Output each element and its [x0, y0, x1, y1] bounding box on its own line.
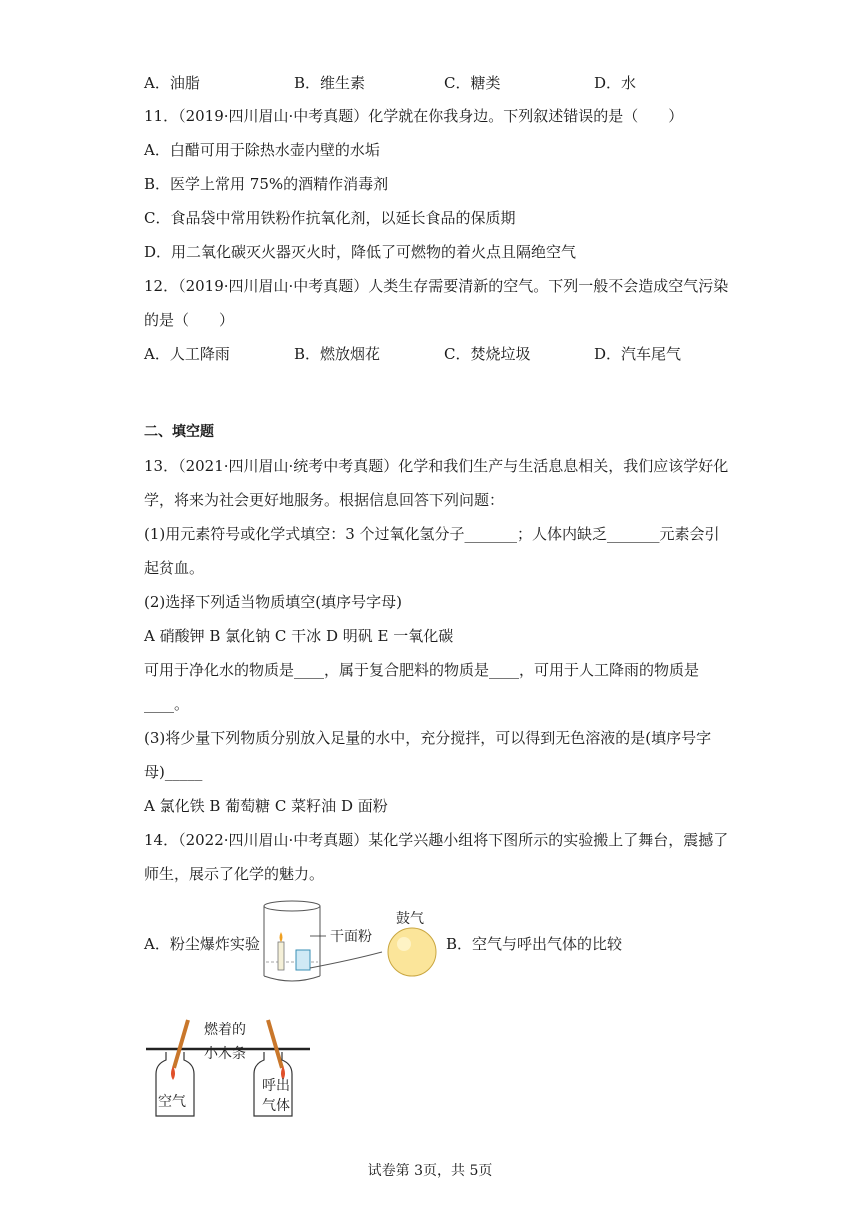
blower-bulb — [388, 928, 436, 976]
q14-stem-line2: 师生，展示了化学的魅力。 — [144, 865, 325, 883]
q13-line-3: (1)用元素符号或化学式填空：3 个过氧化氢分子_______；人体内缺乏_______元素会引 — [144, 525, 720, 543]
q13-line-1: 13．（2021·四川眉山·统考中考真题）化学和我们生产与生活息息相关，我们应该学好化 — [144, 457, 729, 475]
q12-option-b: B．燃放烟花 — [294, 345, 381, 363]
q13-line-11: A 氯化铁 B 葡萄糖 C 菜籽油 D 面粉 — [144, 797, 388, 815]
q10-option-a: A．油脂 — [144, 74, 200, 92]
label-blow: 鼓气 — [396, 911, 424, 927]
q11-option-d: D．用二氧化碳灭火器灭火时，降低了可燃物的着火点且隔绝空气 — [144, 243, 577, 261]
q10-option-b: B．维生素 — [294, 74, 366, 92]
label-exhaled-1: 呼出 — [262, 1078, 290, 1094]
q11-option-a: A．白醋可用于除热水壶内壁的水垢 — [144, 141, 380, 159]
page-footer: 试卷第 3页，共 5页 — [367, 1163, 493, 1179]
label-exhaled-2: 气体 — [262, 1098, 290, 1114]
label-flour: 干面粉 — [330, 929, 372, 945]
q13-line-9: (3)将少量下列物质分别放入足量的水中，充分搅拌，可以得到无色溶液的是(填序号字 — [144, 729, 712, 747]
label-air: 空气 — [158, 1094, 186, 1110]
q13-line-5: (2)选择下列适当物质填空(填序号字母) — [144, 593, 402, 611]
q12-option-d: D．汽车尾气 — [594, 345, 682, 363]
q11-stem: 11．（2019·四川眉山·中考真题）化学就在你我身边。下列叙述错误的是（ ） — [144, 107, 684, 125]
flour-cup — [296, 950, 310, 970]
dust-explosion-figure — [262, 898, 440, 990]
q13-line-6: A 硝酸钾 B 氯化钠 C 干冰 D 明矾 E 一氧化碳 — [144, 627, 454, 645]
q12-option-a: A．人工降雨 — [144, 345, 230, 363]
q10-option-c: C．糖类 — [444, 74, 501, 92]
q14-option-a: A．粉尘爆炸实验 — [144, 935, 260, 953]
cylinder-top — [264, 901, 320, 911]
q13-line-4: 起贫血。 — [144, 559, 205, 577]
label-stick: 小木条 — [204, 1046, 246, 1062]
label-burning: 燃着的 — [204, 1022, 246, 1038]
q11-option-c: C．食品袋中常用铁粉作抗氧化剂，以延长食品的保质期 — [144, 209, 516, 227]
q13-line-8: ____。 — [144, 695, 190, 713]
q12-option-c: C．焚烧垃圾 — [444, 345, 531, 363]
q14-stem-line1: 14．（2022·四川眉山·中考真题）某化学兴趣小组将下图所示的实验搬上了舞台，震撼了 — [144, 831, 729, 849]
q13-line-2: 学，将来为社会更好地服务。根据信息回答下列问题： — [144, 491, 505, 509]
q12-stem-line1: 12．（2019·四川眉山·中考真题）人类生存需要清新的空气。下列一般不会造成空气污染 — [144, 277, 729, 295]
q11-option-b: B．医学上常用 75%的酒精作消毒剂 — [144, 175, 389, 193]
q13-line-7: 可用于净化水的物质是____，属于复合肥料的物质是____，可用于人工降雨的物质是 — [144, 661, 700, 679]
q13-line-10: 母)_____ — [144, 763, 203, 781]
section-heading: 二、填空题 — [144, 424, 214, 440]
candle — [278, 942, 284, 970]
gas-comparison-figure — [146, 1016, 310, 1122]
q12-stem-line2: 的是（ ） — [144, 311, 235, 329]
candle-flame — [280, 932, 283, 942]
wooden-stick-2 — [268, 1020, 282, 1068]
q14-option-b: B．空气与呼出气体的比较 — [446, 935, 623, 953]
q10-option-d: D．水 — [594, 74, 637, 92]
